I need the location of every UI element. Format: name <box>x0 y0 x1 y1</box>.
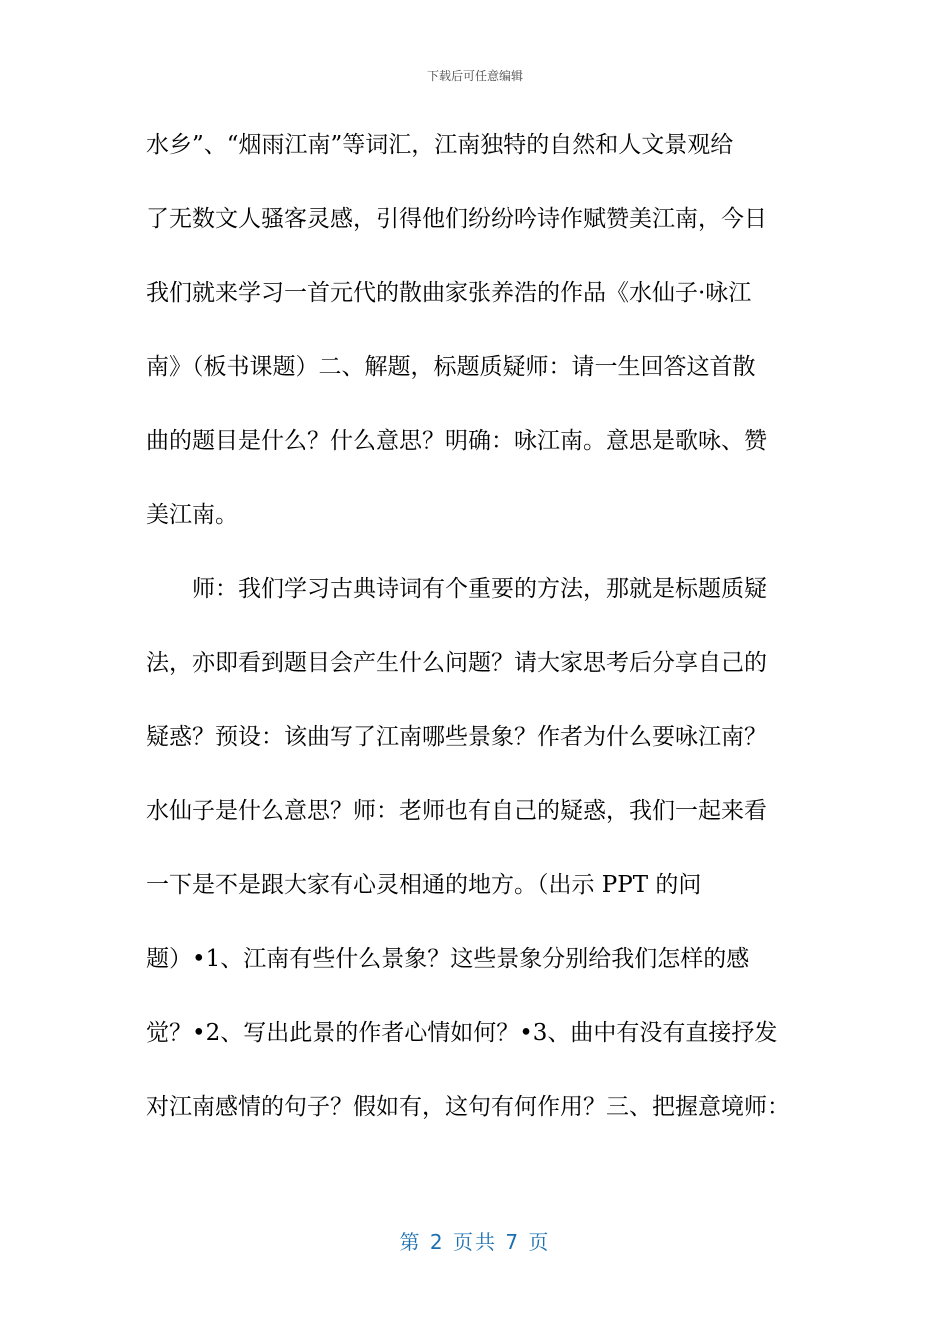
text-line: 师：我们学习古典诗词有个重要的方法，那就是标题质疑 <box>192 576 767 602</box>
text-line: 曲的题目是什么？什么意思？明确：咏江南。意思是歌咏、赞 <box>146 428 767 454</box>
text-line: 觉？•2、写出此景的作者心情如何？•3、曲中有没有直接抒发 <box>146 1020 778 1046</box>
text-line: 对江南感情的句子？假如有，这句有何作用？三、把握意境师： <box>146 1094 790 1120</box>
paragraph-1 <box>146 124 806 568</box>
document-body <box>146 124 806 1160</box>
paragraph-2 <box>146 568 806 1160</box>
text-line: 法，亦即看到题目会产生什么问题？请大家思考后分享自己的 <box>146 650 767 676</box>
text-line: 水仙子是什么意思？师：老师也有自己的疑惑，我们一起来看 <box>146 798 767 824</box>
text-line: 题）•1、江南有些什么景象？这些景象分别给我们怎样的感 <box>146 946 750 972</box>
text-line: 疑惑？预设：该曲写了江南哪些景象？作者为什么要咏江南？ <box>146 724 767 750</box>
text-line: 南》（板书课题）二、解题，标题质疑师：请一生回答这首散 <box>146 354 756 380</box>
text-line: 了无数文人骚客灵感，引得他们纷纷吟诗作赋赞美江南，今日 <box>146 206 767 232</box>
page-number: 第 2 页共 7 页 <box>399 1230 551 1254</box>
text-line: 一下是不是跟大家有心灵相通的地方。（出示 PPT 的问 <box>146 872 702 898</box>
text-line: 水乡”、“烟雨江南”等词汇，江南独特的自然和人文景观给 <box>146 132 734 158</box>
page-header: 下载后可任意编辑 <box>426 69 523 83</box>
text-line: 我们就来学习一首元代的散曲家张养浩的作品《水仙子·咏江 <box>146 280 752 306</box>
text-line: 美江南。 <box>146 502 238 528</box>
